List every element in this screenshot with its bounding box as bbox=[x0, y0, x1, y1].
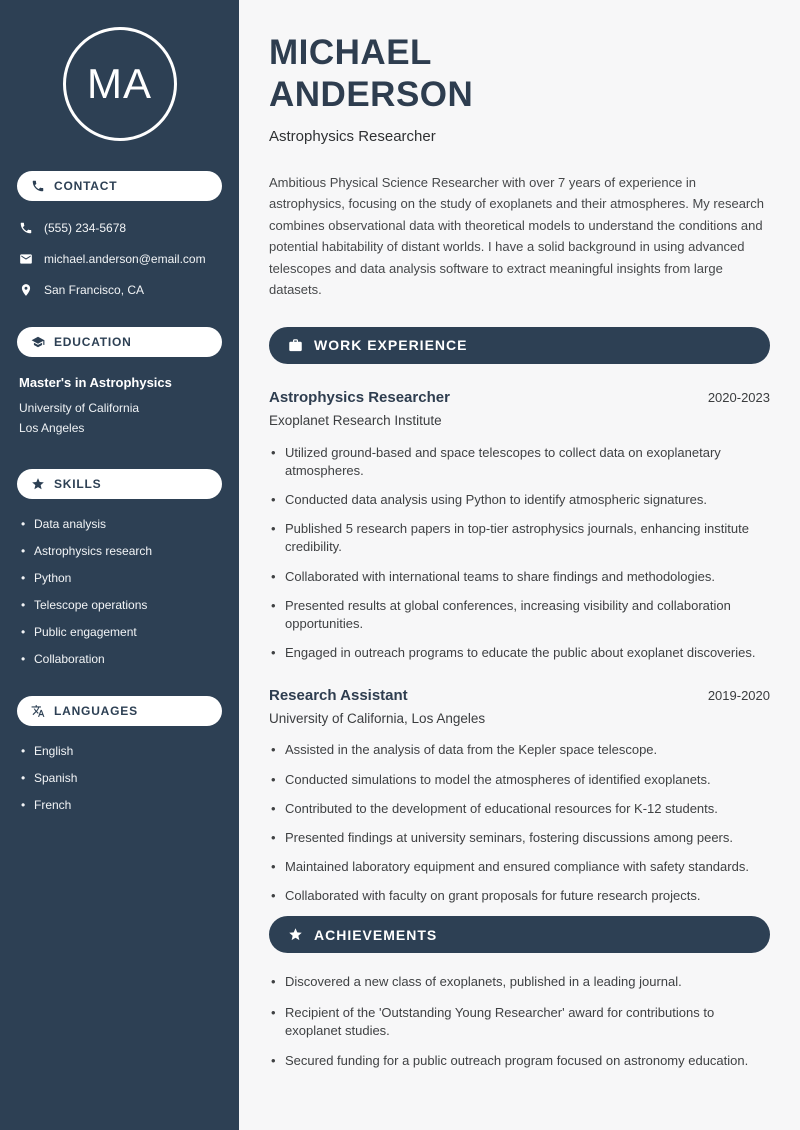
star-icon bbox=[31, 477, 45, 491]
job-bullet: • Utilized ground-based and space telescopes to collect data on exoplanetary atmospheres. bbox=[269, 444, 770, 480]
education-degree: Master's in Astrophysics bbox=[19, 375, 172, 390]
graduation-cap-icon bbox=[31, 335, 45, 349]
skills-section-title: SKILLS bbox=[54, 476, 102, 491]
achievements-title: ACHIEVEMENTS bbox=[314, 926, 438, 943]
contact-phone-text: (555) 234-5678 bbox=[44, 221, 127, 235]
candidate-name bbox=[269, 32, 770, 116]
briefcase-icon bbox=[288, 338, 303, 353]
job-bullet-list bbox=[269, 444, 770, 663]
job-bullet: • Contributed to the development of educational resources for K-12 students. bbox=[269, 800, 770, 818]
contact-location-text: San Francisco, CA bbox=[44, 283, 145, 297]
contact-list bbox=[17, 221, 222, 297]
job-role: Astrophysics Researcher bbox=[269, 388, 450, 406]
job-bullet-list bbox=[269, 741, 770, 905]
job-organization: Exoplanet Research Institute bbox=[269, 412, 442, 428]
skill-item: • Astrophysics research bbox=[21, 544, 222, 558]
job-entry bbox=[269, 389, 770, 663]
job-bullet: • Conducted simulations to model the atmospheres of identified exoplanets. bbox=[269, 771, 770, 789]
candidate-job-title: Astrophysics Researcher bbox=[269, 128, 436, 145]
work-experience-header bbox=[269, 327, 770, 364]
job-bullet: • Assisted in the analysis of data from the Kepler space telescope. bbox=[269, 741, 770, 759]
achievements-header bbox=[269, 916, 770, 953]
education-section-header bbox=[17, 327, 222, 357]
language-item: • Spanish bbox=[21, 771, 222, 785]
job-bullet: • Collaborated with faculty on grant proposals for future research projects. bbox=[269, 887, 770, 905]
contact-section-title: CONTACT bbox=[54, 179, 118, 193]
contact-email bbox=[19, 252, 222, 266]
contact-section-header bbox=[17, 171, 222, 201]
job-bullet: • Engaged in outreach programs to educate the public about exoplanet discoveries. bbox=[269, 644, 770, 662]
education-section-title: EDUCATION bbox=[54, 335, 132, 349]
job-role: Research Assistant bbox=[269, 687, 408, 705]
translate-icon bbox=[31, 704, 45, 718]
email-icon bbox=[19, 252, 33, 266]
job-header bbox=[269, 389, 770, 406]
job-dates: 2019-2020 bbox=[707, 688, 770, 704]
job-entry bbox=[269, 687, 770, 905]
profile-summary: Ambitious Physical Science Researcher with over 7 years of experience in astrophysics, focusing on the study of exoplanets and their atmospheres. My research combines observational data with theoretical models to understand the conditions and potential habitability of distant worlds. I have a solid background in using advanced telescopes and data analysis software to extract meaningful insights from large datasets. bbox=[269, 175, 764, 298]
achievements-list bbox=[269, 973, 770, 1070]
avatar-initials: MA bbox=[87, 60, 152, 107]
skill-item: • Collaboration bbox=[21, 652, 222, 666]
candidate-last-name: ANDERSON bbox=[269, 75, 474, 114]
languages-section-title: LANGUAGES bbox=[54, 703, 138, 718]
education-school: University of California bbox=[19, 401, 140, 415]
work-experience-title: WORK EXPERIENCE bbox=[314, 337, 468, 354]
languages-section-header bbox=[17, 696, 222, 726]
achievement-bullet: • Recipient of the 'Outstanding Young Researcher' award for contributions to exoplanet studies. bbox=[269, 1004, 770, 1040]
job-bullet: • Collaborated with international teams to share findings and methodologies. bbox=[269, 568, 770, 586]
job-bullet: • Maintained laboratory equipment and ensured compliance with safety standards. bbox=[269, 858, 770, 876]
job-organization: University of California, Los Angeles bbox=[269, 711, 486, 727]
skill-item: • Python bbox=[21, 571, 222, 585]
skill-item: • Data analysis bbox=[21, 517, 222, 531]
candidate-first-name: MICHAEL bbox=[269, 33, 432, 72]
job-bullet: • Published 5 research papers in top-tier astrophysics journals, enhancing institute credibility. bbox=[269, 520, 770, 556]
skills-list bbox=[17, 517, 222, 666]
education-entry bbox=[17, 375, 222, 439]
avatar bbox=[63, 27, 177, 141]
main-content bbox=[239, 0, 800, 1130]
job-bullet: • Conducted data analysis using Python to identify atmospheric signatures. bbox=[269, 491, 770, 509]
job-bullet: • Presented findings at university seminars, fostering discussions among peers. bbox=[269, 829, 770, 847]
location-pin-icon bbox=[19, 283, 33, 297]
job-bullet: • Presented results at global conferences, increasing visibility and collaboration opportunities. bbox=[269, 597, 770, 633]
language-item: • French bbox=[21, 798, 222, 812]
phone-icon bbox=[19, 221, 33, 235]
language-item: • English bbox=[21, 744, 222, 758]
languages-list bbox=[17, 744, 222, 812]
job-dates: 2020-2023 bbox=[707, 389, 770, 405]
education-location: Los Angeles bbox=[19, 421, 85, 436]
skills-section-header bbox=[17, 469, 222, 499]
phone-icon bbox=[31, 179, 45, 193]
skill-item: • Public engagement bbox=[21, 625, 222, 639]
achievement-bullet: • Discovered a new class of exoplanets, published in a leading journal. bbox=[269, 973, 770, 991]
job-header bbox=[269, 687, 770, 704]
contact-phone bbox=[19, 221, 222, 235]
achievement-bullet: • Secured funding for a public outreach program focused on astronomy education. bbox=[269, 1052, 770, 1070]
contact-email-text: michael.anderson@email.com bbox=[44, 252, 206, 266]
skill-item: • Telescope operations bbox=[21, 598, 222, 612]
sidebar bbox=[0, 0, 239, 1130]
contact-location bbox=[19, 283, 222, 297]
star-icon bbox=[288, 927, 303, 942]
